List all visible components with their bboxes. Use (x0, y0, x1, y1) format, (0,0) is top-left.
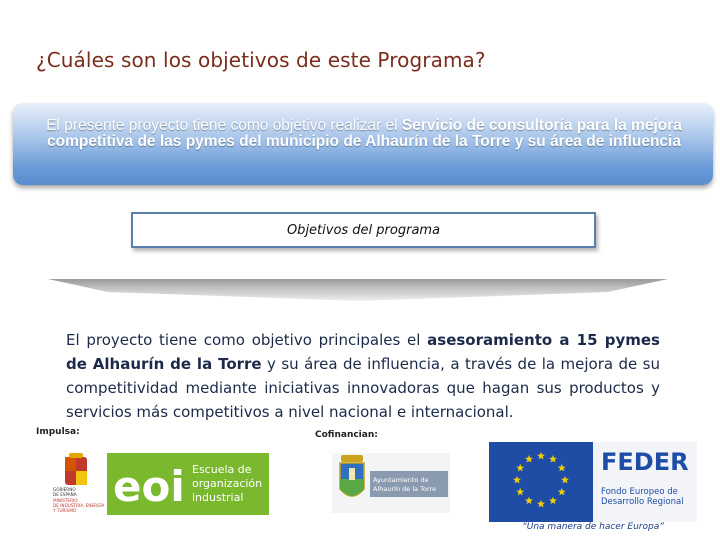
body-text-bold: asesoramiento a 15 pymes de Alhaurín de la Torre (66, 331, 660, 373)
feder-logo (489, 442, 697, 522)
ministry-line-5: Y TURISMO (53, 508, 77, 513)
eoi-text-3: industrial (192, 491, 244, 504)
feder-title: FEDER (601, 448, 689, 476)
intro-text (24, 118, 704, 150)
objectives-box (131, 212, 596, 248)
feder-sub-2: Desarrollo Regional (601, 497, 684, 507)
ayuntamiento-line-1: Ayuntamiento de (373, 476, 429, 484)
page-title: ¿Cuáles son los objetivos de este Programa? (36, 48, 486, 72)
ayuntamiento-line-2: Alhaurín de la Torre (373, 485, 437, 493)
objectives-label: Objetivos del programa (286, 222, 441, 238)
body-text-2: y su área de influencia, a través de la mejora de su competitividad mediante iniciativas innovadoras que hagan sus productos y servicios más competitivos a nivel nacional e internacional. (66, 355, 660, 421)
feder-sub-1: Fondo Europeo de (601, 487, 678, 497)
ministry-line-1: GOBIERNO (53, 487, 76, 492)
eoi-text-2: organización (192, 477, 263, 490)
ayuntamiento-text-panel (370, 471, 448, 497)
intro-text-regular: El presente proyecto tiene como objetivo realizar el (46, 117, 402, 134)
impulsa-label: Impulsa: (36, 427, 80, 437)
eoi-ministry-logo (51, 453, 269, 515)
cofinancian-label: Cofinancian: (315, 430, 378, 440)
municipal-shield-icon (340, 455, 364, 496)
funnel-arrow (48, 277, 668, 303)
intro-text-bold: Servicio de consultoría para la mejora competitiva de las pymes del municipio de Alhaurín de la Torre y su área de influencia (47, 117, 682, 150)
spain-coat-of-arms-icon (65, 453, 87, 485)
feder-slogan: “Una manera de hacer Europa” (522, 522, 664, 532)
ministry-line-3: MINISTERIO (53, 498, 78, 503)
eoi-text-1: Escuela de (192, 463, 252, 476)
ministry-line-2: DE ESPAÑA (53, 492, 77, 497)
body-text-1: El proyecto tiene como objetivo principales el (66, 331, 428, 349)
ayuntamiento-logo (332, 453, 450, 513)
ministry-line-4: DE INDUSTRIA, ENERGÍA (53, 503, 105, 508)
body-paragraph (66, 328, 660, 424)
eoi-mark: eoi (113, 462, 185, 511)
